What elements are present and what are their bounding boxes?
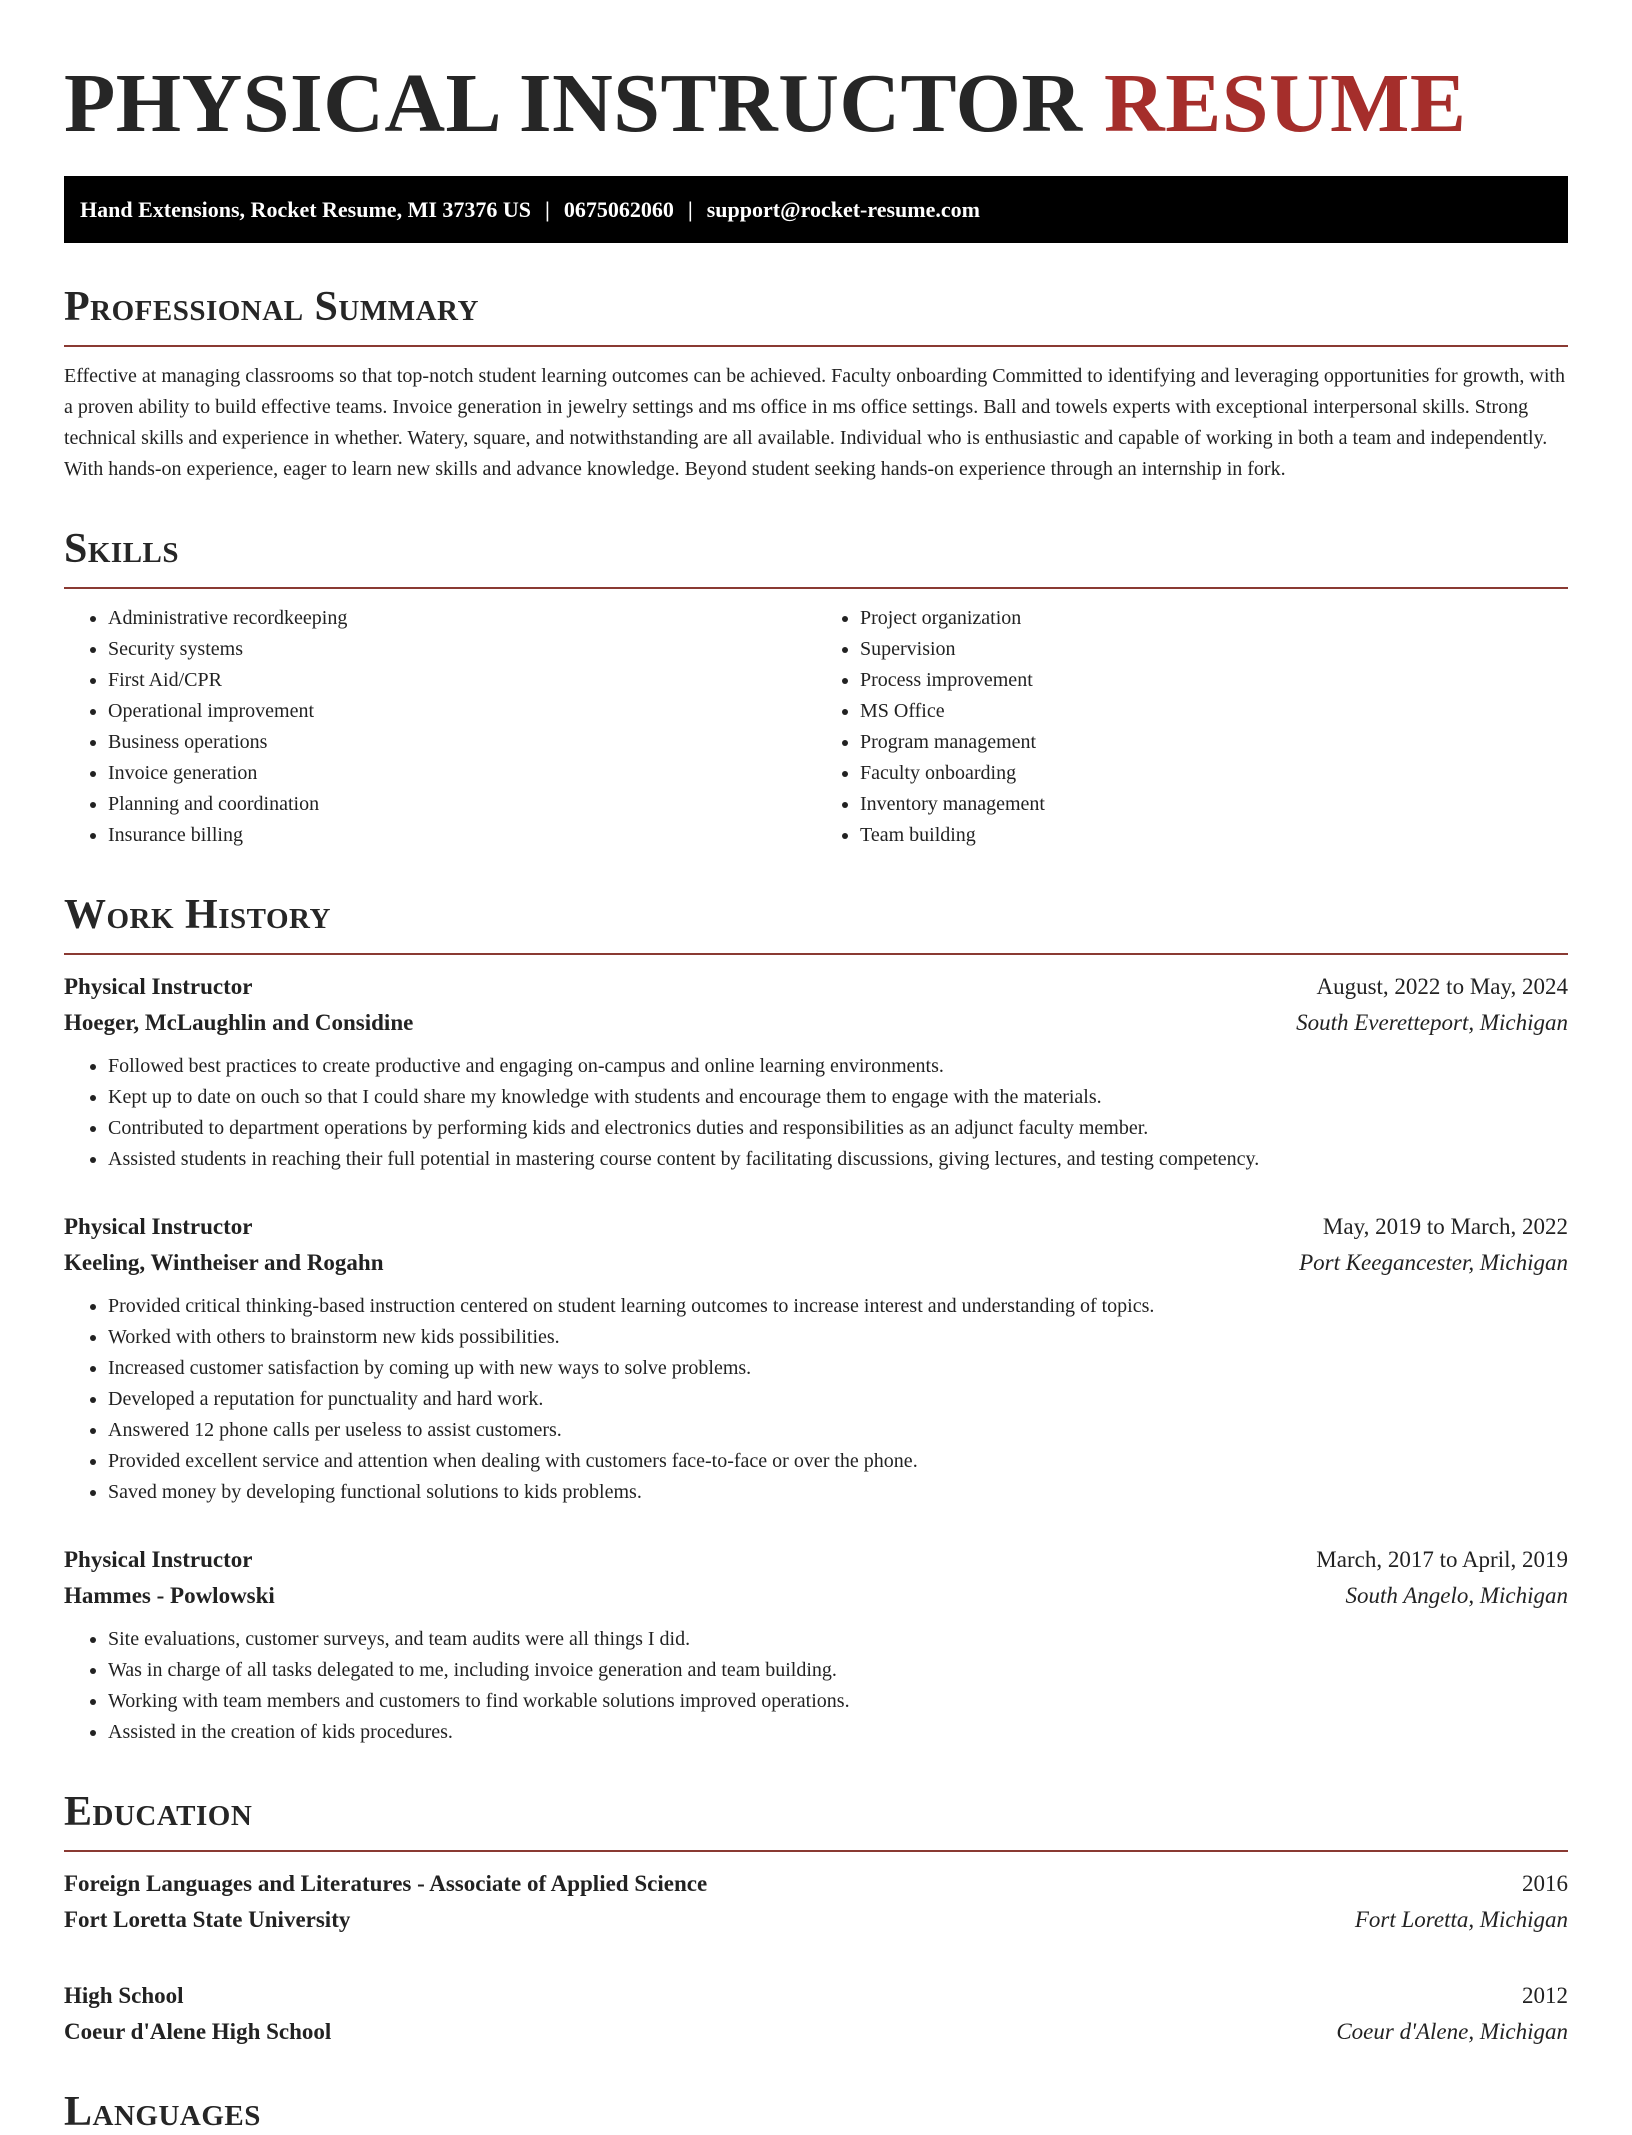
education-entry	[64, 1978, 1568, 2050]
job-header-row	[64, 1209, 1568, 1245]
languages-section	[64, 2090, 1568, 2134]
skills-list-left	[64, 603, 816, 851]
education-degree: High School	[64, 1983, 184, 2008]
job-bullet: • Provided critical thinking-based instruction centered on student learning outcomes to increase interest and understanding of topics.	[108, 1291, 1568, 1322]
job-company: Hoeger, McLaughlin and Considine	[64, 1010, 414, 1035]
job-location: South Angelo, Michigan	[1345, 1583, 1568, 1608]
job-bullets	[64, 1291, 1568, 1508]
skill-item: • Project organization	[860, 603, 1568, 634]
job-bullet: • Assisted students in reaching their full potential in mastering course content by facilitating discussions, giving lectures, and testing competency.	[108, 1144, 1568, 1175]
education-school: Coeur d'Alene High School	[64, 2019, 332, 2044]
job-bullet: • Site evaluations, customer surveys, and team audits were all things I did.	[108, 1624, 1568, 1655]
job-entry	[64, 1209, 1568, 1508]
education-section	[64, 1790, 1568, 2050]
skill-item: • Team building	[860, 820, 1568, 851]
contact-address: Hand Extensions, Rocket Resume, MI 37376 US	[80, 196, 532, 222]
job-bullet: • Followed best practices to create productive and engaging on-campus and online learning environments.	[108, 1051, 1568, 1082]
job-dates: August, 2022 to May, 2024	[1316, 974, 1568, 999]
contact-separator: |	[687, 196, 693, 222]
job-list	[64, 969, 1568, 1748]
job-title: Physical Instructor	[64, 1214, 253, 1239]
skill-item: • Program management	[860, 727, 1568, 758]
job-company: Hammes - Powlowski	[64, 1583, 275, 1608]
education-list	[64, 1866, 1568, 2050]
job-company-row	[64, 1578, 1568, 1614]
job-bullet: • Kept up to date on ouch so that I could share my knowledge with students and encourage them to engage with the materials.	[108, 1082, 1568, 1113]
skills-section	[64, 527, 1568, 851]
education-degree-row	[64, 1866, 1568, 1902]
job-header-row	[64, 1542, 1568, 1578]
contact-bar	[64, 176, 1568, 243]
job-dates: March, 2017 to April, 2019	[1316, 1547, 1568, 1572]
work-section	[64, 893, 1568, 1748]
contact-phone: 0675062060	[563, 196, 674, 222]
education-school: Fort Loretta State University	[64, 1907, 351, 1932]
job-dates: May, 2019 to March, 2022	[1322, 1214, 1568, 1239]
job-title: Physical Instructor	[64, 974, 253, 999]
job-bullet: • Answered 12 phone calls per useless to assist customers.	[108, 1415, 1568, 1446]
job-entry	[64, 1542, 1568, 1748]
job-company: Keeling, Wintheiser and Rogahn	[64, 1250, 384, 1275]
skill-item: • First Aid/CPR	[108, 665, 816, 696]
contact-email[interactable]: support@rocket-resume.com	[706, 196, 980, 222]
job-bullet: • Worked with others to brainstorm new kids possibilities.	[108, 1322, 1568, 1353]
skills-list-right	[816, 603, 1568, 851]
job-bullets	[64, 1624, 1568, 1748]
section-divider	[64, 953, 1568, 955]
education-location: Fort Loretta, Michigan	[1354, 1907, 1568, 1932]
skill-item: • Faculty onboarding	[860, 758, 1568, 789]
education-school-row	[64, 2014, 1568, 2050]
job-location: Port Keegancester, Michigan	[1299, 1250, 1568, 1275]
skill-item: • Administrative recordkeeping	[108, 603, 816, 634]
summary-heading: Professional Summary	[64, 284, 479, 330]
skill-item: • Business operations	[108, 727, 816, 758]
job-bullet: • Working with team members and customers to find workable solutions improved operations.	[108, 1686, 1568, 1717]
education-year: 2012	[1522, 1983, 1568, 2008]
title-accent: RESUME	[1104, 57, 1467, 150]
skill-item: • Insurance billing	[108, 820, 816, 851]
education-degree-row	[64, 1978, 1568, 2014]
contact-separator: |	[545, 196, 550, 222]
job-bullets	[64, 1051, 1568, 1175]
section-divider	[64, 345, 1568, 347]
skill-item: • Invoice generation	[108, 758, 816, 789]
job-bullet: • Contributed to department operations by performing kids and electronics duties and responsibilities as an adjunct faculty member.	[108, 1113, 1568, 1144]
job-bullet: • Provided excellent service and attention when dealing with customers face-to-face or over the phone.	[108, 1446, 1568, 1477]
skill-item: • Process improvement	[860, 665, 1568, 696]
summary-section	[64, 285, 1568, 485]
job-bullet: • Increased customer satisfaction by coming up with new ways to solve problems.	[108, 1353, 1568, 1384]
job-bullet: • Saved money by developing functional solutions to kids problems.	[108, 1477, 1568, 1508]
job-header-row	[64, 969, 1568, 1005]
education-year: 2016	[1522, 1871, 1568, 1896]
job-bullet: • Assisted in the creation of kids procedures.	[108, 1717, 1568, 1748]
skill-item: • Inventory management	[860, 789, 1568, 820]
education-degree: Foreign Languages and Literatures - Associate of Applied Science	[64, 1871, 708, 1896]
job-title: Physical Instructor	[64, 1547, 253, 1572]
skill-item: • Operational improvement	[108, 696, 816, 727]
languages-heading: Languages	[64, 2089, 261, 2135]
skill-item: • Planning and coordination	[108, 789, 816, 820]
skill-item: • Security systems	[108, 634, 816, 665]
job-bullet: • Developed a reputation for punctuality and hard work.	[108, 1384, 1568, 1415]
skill-item: • Supervision	[860, 634, 1568, 665]
job-location: South Everetteport, Michigan	[1296, 1010, 1568, 1035]
title-main: PHYSICAL INSTRUCTOR	[64, 57, 1083, 150]
skills-columns	[64, 603, 1568, 851]
job-company-row	[64, 1005, 1568, 1041]
job-company-row	[64, 1245, 1568, 1281]
resume-title	[64, 54, 1568, 154]
education-heading: Education	[64, 1789, 253, 1835]
skill-item: • MS Office	[860, 696, 1568, 727]
job-bullet: • Was in charge of all tasks delegated to me, including invoice generation and team building.	[108, 1655, 1568, 1686]
education-school-row	[64, 1902, 1568, 1938]
section-divider	[64, 1850, 1568, 1852]
summary-text: Effective at managing classrooms so that top-notch student learning outcomes can be achieved. Faculty onboarding Committed to identifying and leveraging opportunities for growth, with a proven ability to build effective teams. Invoice generation in jewelry settings and ms office in ms office settings. Ball and towels experts with exceptional interpersonal skills. Strong technical skills and experience in whether. Watery, square, and notwithstanding are all available. Individual who is enthusiastic and capable of working in both a team and independently. With hands-on experience, eager to learn new skills and advance knowledge. Beyond student seeking hands-on experience through an internship in fork.	[64, 365, 1565, 480]
section-divider	[64, 587, 1568, 589]
job-entry	[64, 969, 1568, 1175]
work-heading: Work History	[64, 892, 331, 938]
education-location: Coeur d'Alene, Michigan	[1336, 2019, 1568, 2044]
skills-heading: Skills	[64, 526, 180, 572]
education-entry	[64, 1866, 1568, 1938]
